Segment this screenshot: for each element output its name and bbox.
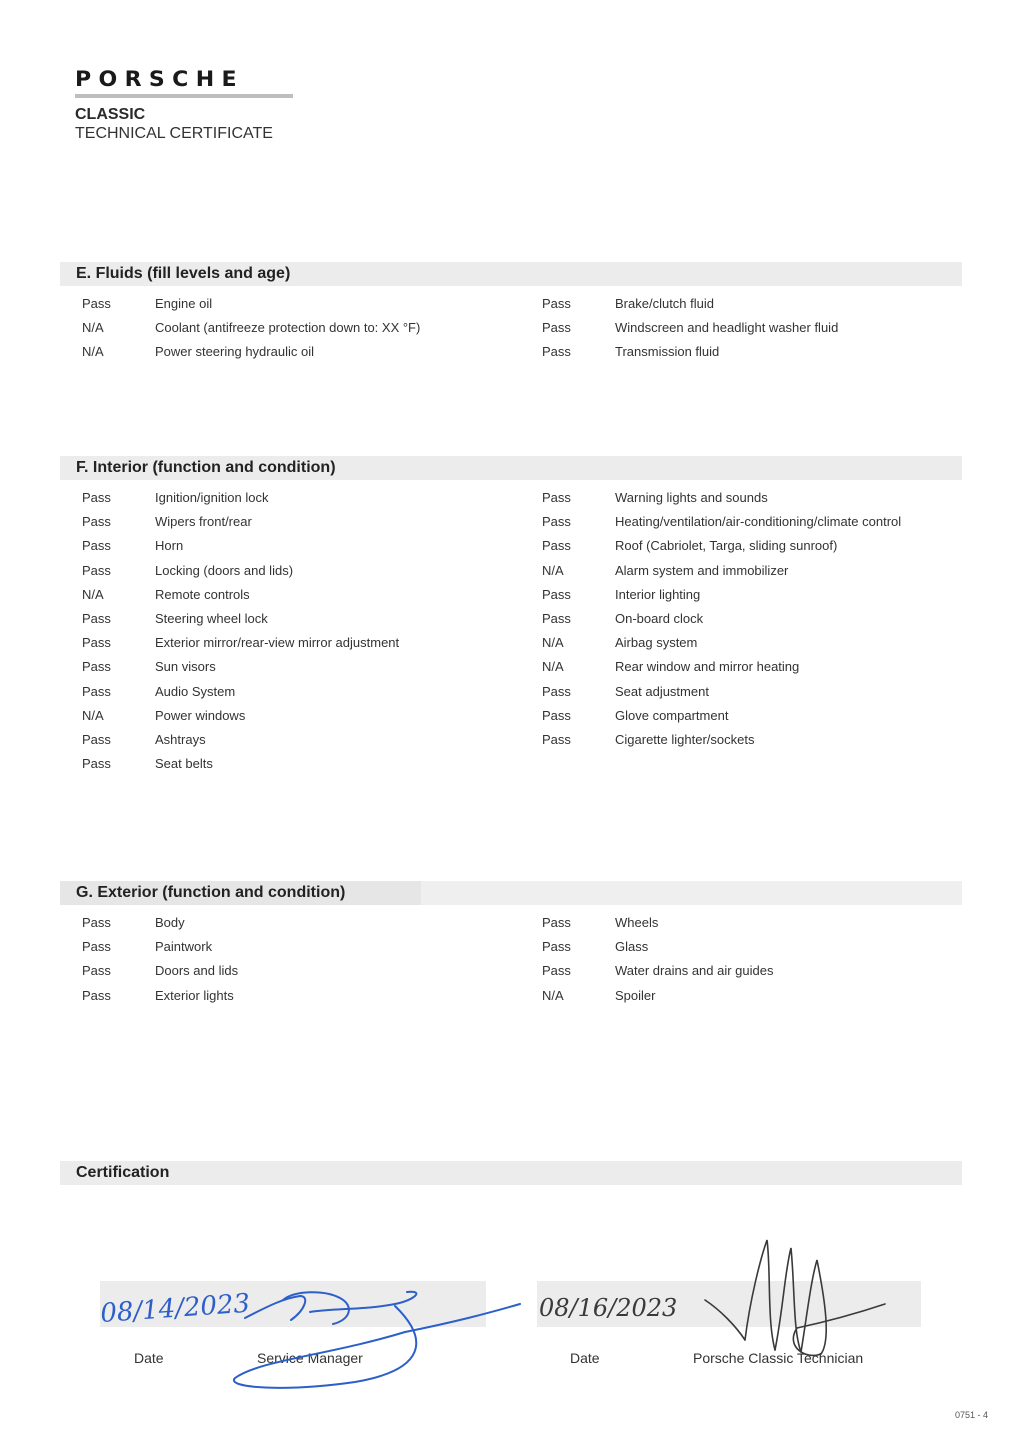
item-label: Wheels [615, 915, 659, 930]
item-status: Pass [82, 611, 111, 626]
item-label: Exterior mirror/rear-view mirror adjustment [155, 635, 400, 651]
section-fluids [60, 262, 962, 389]
exterior-rows [60, 905, 962, 1032]
item-status: Pass [542, 586, 571, 602]
logo-underline [75, 94, 293, 98]
item-label: Water drains and air guides [615, 963, 774, 979]
item-status: N/A [82, 586, 104, 602]
item-status: Pass [82, 296, 111, 311]
item-status: N/A [82, 707, 104, 723]
item-label: Glove compartment [615, 707, 729, 723]
item-label: Brake/clutch fluid [615, 296, 714, 311]
item-status: Pass [542, 963, 571, 979]
section-interior [60, 456, 962, 800]
item-label: Steering wheel lock [155, 611, 268, 626]
fluids-rows [60, 286, 962, 389]
item-status: Pass [82, 939, 111, 955]
item-status: N/A [82, 344, 104, 360]
item-status: Pass [82, 915, 111, 930]
item-label: Horn [155, 538, 184, 554]
item-label: Power windows [155, 707, 246, 723]
item-status: Pass [542, 344, 571, 360]
item-label: Heating/ventilation/air-conditioning/climate control [615, 514, 902, 530]
service-manager-handwriting [95, 1260, 535, 1400]
item-label: Doors and lids [155, 963, 239, 979]
item-label: Wipers front/rear [155, 514, 252, 530]
item-status: Pass [82, 732, 111, 747]
section-title: F. Interior (function and condition) [60, 456, 962, 480]
item-label: Locking (doors and lids) [155, 562, 294, 578]
item-label: Ashtrays [155, 732, 206, 747]
item-label: Cigarette lighter/sockets [615, 732, 755, 747]
item-label: Exterior lights [155, 987, 234, 1003]
technician-date-label: Date [570, 1350, 600, 1366]
document-title: TECHNICAL CERTIFICATE [75, 125, 273, 142]
item-status: Pass [542, 939, 571, 955]
item-status: Pass [82, 683, 111, 699]
item-label: Ignition/ignition lock [155, 490, 269, 505]
section-title: Certification [60, 1161, 962, 1185]
section-certification [60, 1161, 962, 1185]
item-status: Pass [82, 562, 111, 578]
item-status: N/A [82, 320, 104, 336]
document-number: 0751 - 4 [954, 1410, 988, 1420]
item-status: Pass [82, 756, 111, 772]
section-title: G. Exterior (function and condition) [60, 881, 962, 905]
technician-label: Porsche Classic Technician [693, 1350, 864, 1366]
item-label: Remote controls [155, 586, 250, 602]
item-label: Windscreen and headlight washer fluid [615, 320, 839, 336]
item-label: Body [155, 915, 185, 930]
item-label: Transmission fluid [615, 344, 720, 360]
item-status: Pass [542, 611, 571, 626]
item-label: Seat belts [155, 756, 213, 772]
item-label: Paintwork [155, 939, 213, 955]
technician-signature-icon [705, 1240, 885, 1355]
item-status: N/A [542, 562, 564, 578]
item-status: Pass [82, 490, 111, 505]
service-manager-label: Service Manager [257, 1350, 363, 1366]
item-label: Rear window and mirror heating [615, 659, 800, 675]
brand-classic: CLASSIC [75, 106, 146, 123]
section-title: E. Fluids (fill levels and age) [60, 262, 962, 286]
manager-signature-icon [234, 1292, 520, 1388]
item-label: Sun visors [155, 659, 216, 675]
item-status: Pass [82, 635, 111, 651]
item-status: Pass [542, 296, 571, 311]
item-status: Pass [542, 514, 571, 530]
item-label: Airbag system [615, 635, 698, 651]
item-label: Roof (Cabriolet, Targa, sliding sunroof) [615, 538, 838, 554]
item-status: Pass [542, 707, 571, 723]
item-label: Coolant (antifreeze protection down to: XX °F) [155, 320, 421, 336]
technician-handwritten-date: 08/16/2023 [539, 1294, 678, 1322]
item-status: N/A [542, 659, 564, 675]
item-label: Glass [615, 939, 649, 955]
item-label: Interior lighting [615, 586, 701, 602]
item-status: Pass [82, 987, 111, 1003]
section-exterior [60, 881, 962, 1032]
manager-date-label: Date [134, 1350, 164, 1366]
brand-header [75, 66, 293, 143]
item-status: Pass [542, 538, 571, 554]
porsche-logo: PORSCHE [75, 67, 244, 91]
item-status: Pass [542, 915, 571, 930]
item-status: Pass [542, 683, 571, 699]
item-label: Audio System [155, 683, 236, 699]
item-status: Pass [82, 538, 111, 554]
item-status: Pass [542, 732, 571, 747]
item-status: Pass [82, 659, 111, 675]
item-status: Pass [82, 514, 111, 530]
item-label: Alarm system and immobilizer [615, 562, 789, 578]
item-label: Warning lights and sounds [615, 490, 768, 505]
item-status: Pass [542, 320, 571, 336]
item-label: On-board clock [615, 611, 704, 626]
item-label: Seat adjustment [615, 683, 709, 699]
item-label: Engine oil [155, 296, 213, 311]
technician-handwriting [535, 1230, 895, 1390]
item-status: Pass [542, 490, 571, 505]
item-label: Power steering hydraulic oil [155, 344, 314, 360]
item-status: N/A [542, 635, 564, 651]
item-status: Pass [82, 963, 111, 979]
interior-rows [60, 480, 962, 800]
item-label: Spoiler [615, 987, 656, 1003]
item-status: N/A [542, 987, 564, 1003]
manager-handwritten-date: 08/14/2023 [99, 1288, 251, 1329]
